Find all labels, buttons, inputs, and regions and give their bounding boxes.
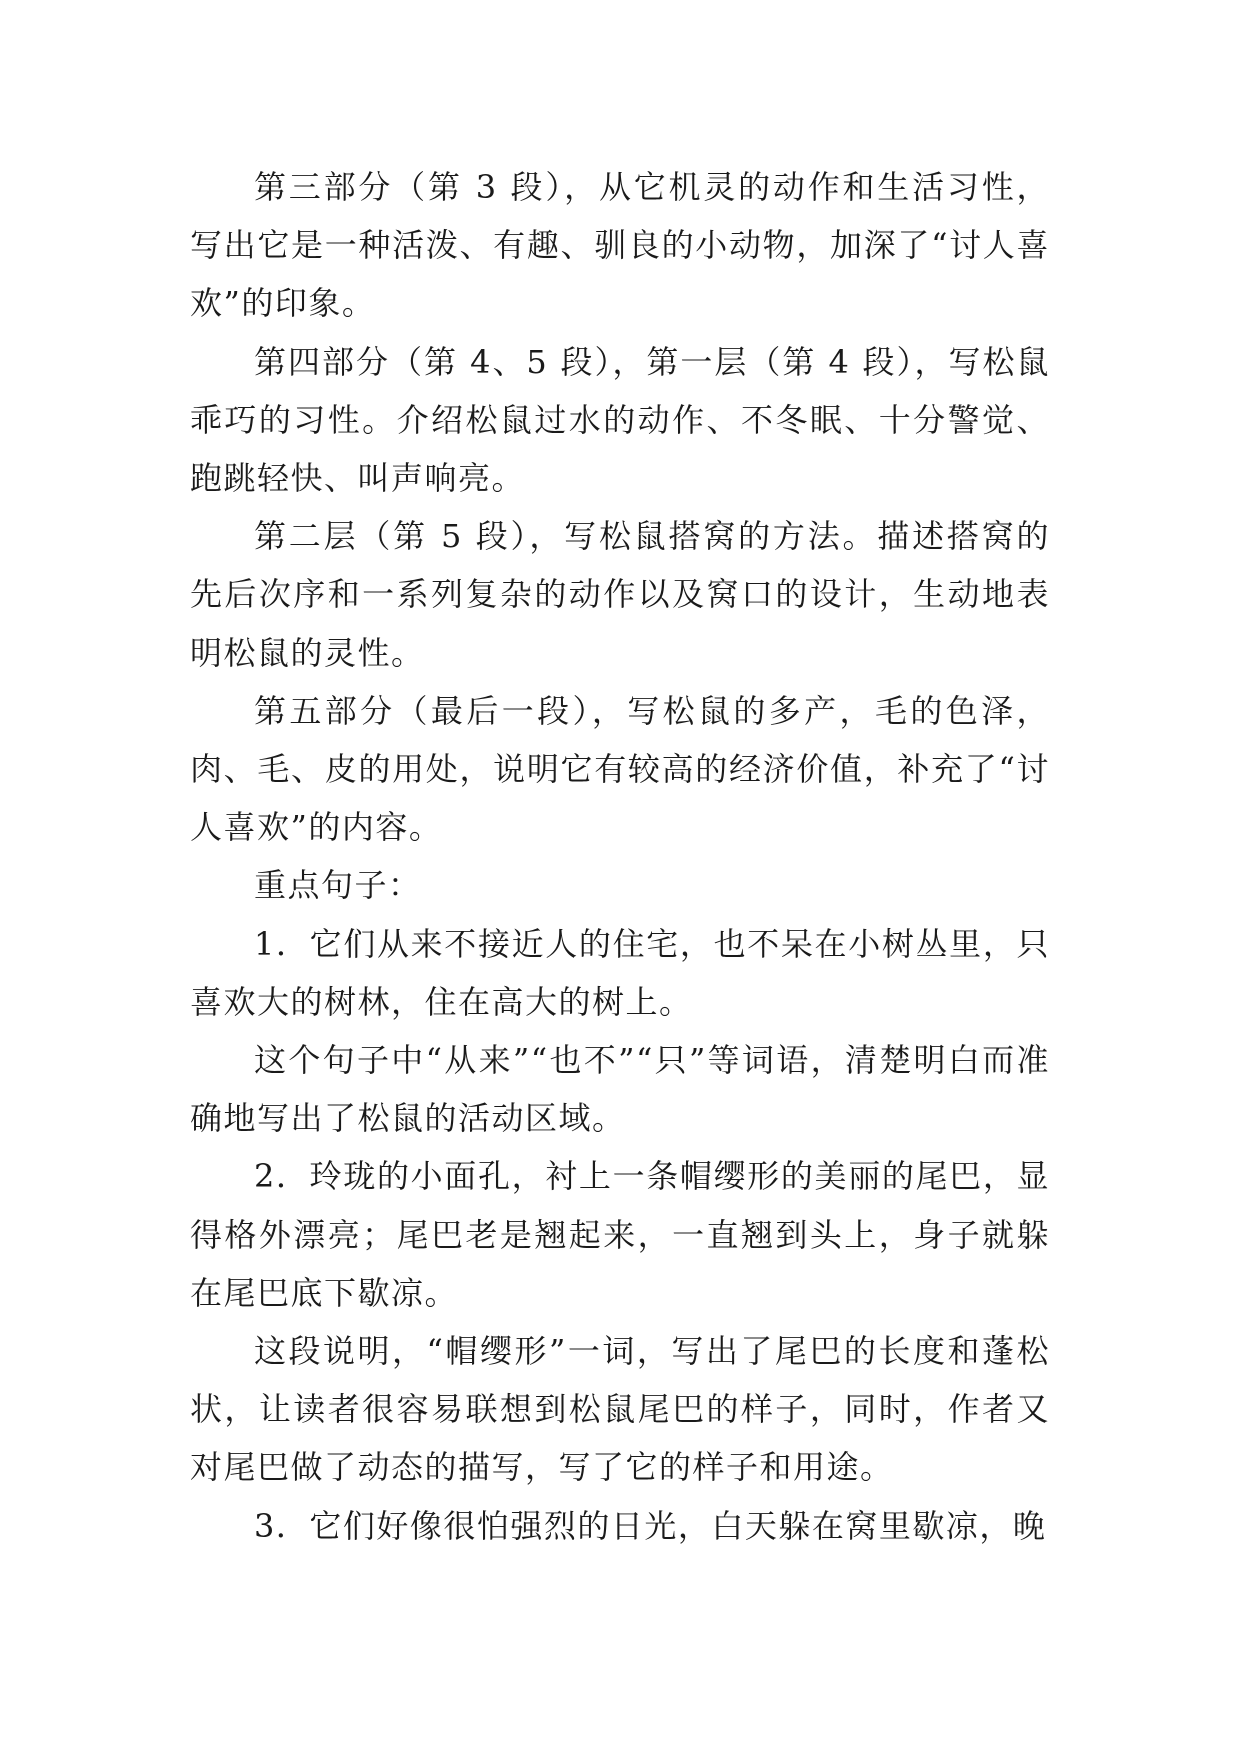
key-sentence-2-analysis: 这段说明，“帽缨形”一词，写出了尾巴的长度和蓬松状，让读者很容易联想到松鼠尾巴的样子，同时，作者又对尾巴做了动态的描写，写了它的样子和用途。	[190, 1332, 1050, 1487]
key-sentence-1-analysis: 这个句子中“从来”“也不”“只”等词语，清楚明白而准确地写出了松鼠的活动区域。	[190, 1041, 1050, 1138]
paragraph-part-four: 第四部分（第 4、5 段），第一层（第 4 段），写松鼠乖巧的习性。介绍松鼠过水的动作、不冬眠、十分警觉、跑跳轻快、叫声响亮。	[190, 342, 1050, 498]
paragraph-part-five: 第五部分（最后一段），写松鼠的多产，毛的色泽，肉、毛、皮的用处，说明它有较高的经济价值，补充了“讨人喜欢”的内容。	[190, 691, 1050, 847]
key-sentence-3: 3．它们好像很怕强烈的日光，白天躲在窝里歇凉，晚	[254, 1506, 1047, 1545]
body-text	[190, 158, 1050, 1555]
key-sentences-heading: 重点句子：	[254, 866, 422, 905]
paragraph-layer-two: 第二层（第 5 段），写松鼠搭窝的方法。描述搭窝的先后次序和一系列复杂的动作以及窝口的设计，生动地表明松鼠的灵性。	[190, 517, 1050, 672]
key-sentence-2: 2．玲珑的小面孔，衬上一条帽缨形的美丽的尾巴，显得格外漂亮；尾巴老是翘起来，一直翘到头上，身子就躲在尾巴底下歇凉。	[190, 1157, 1050, 1312]
paragraph-part-three: 第三部分（第 3 段），从它机灵的动作和生活习性，写出它是一种活泼、有趣、驯良的小动物，加深了“讨人喜欢”的印象。	[190, 168, 1050, 323]
key-sentence-1: 1．它们从来不接近人的住宅，也不呆在小树丛里，只喜欢大的树林，住在高大的树上。	[190, 924, 1050, 1021]
